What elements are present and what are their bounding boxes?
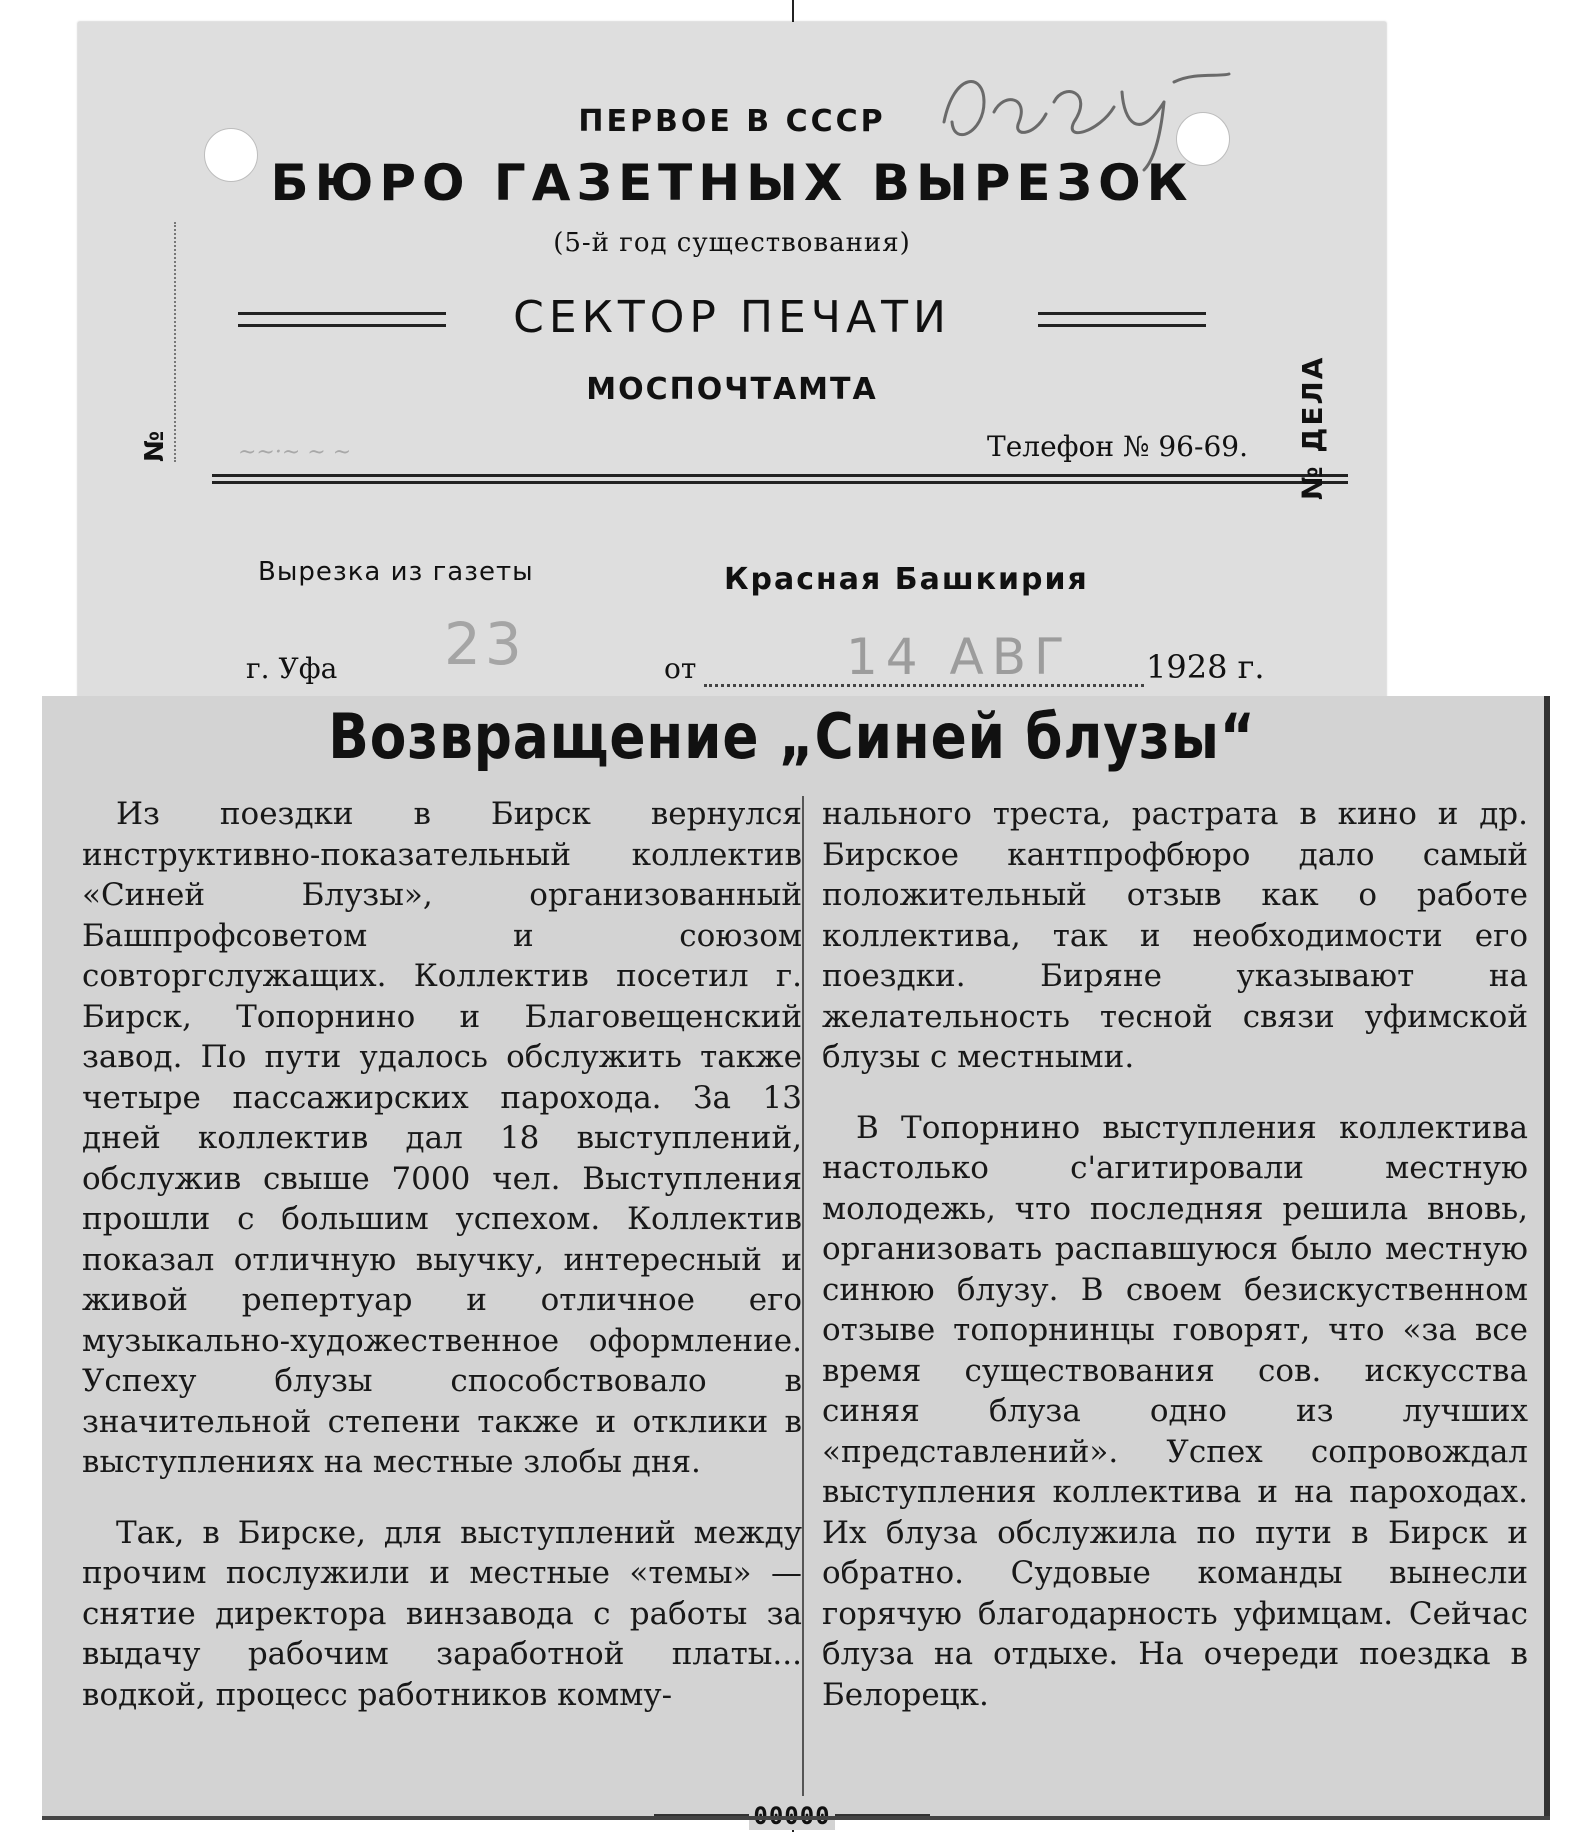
date-dotted-line — [704, 684, 1144, 687]
scan-fold-line — [792, 0, 794, 24]
phone-number: Телефон № 96-69. — [987, 430, 1248, 463]
year-of-existence: (5-й год существования) — [553, 228, 911, 258]
column-divider — [802, 796, 804, 1796]
left-paragraph-2: Так, в Бирске, для выступлений между прочим послужили и местные «темы» — снятие директора винзавода с работы за выдачу рабочим заработной платы... водкой, процесс работников комму- — [82, 1514, 802, 1713]
city: г. Уфа — [246, 652, 338, 685]
phone-rule — [212, 474, 1348, 484]
right-paragraph-2: В Топорнино выступления коллектива настолько с'агитировали местную молодежь, что последняя решила вновь, организовать распавшуюся было местную синюю блузу. В своем безискуственном отзыве топорнинцы говорят, что «за все время существования сов. искусства синяя блуза одно из лучших «представлений». Успех сопровождал выступления коллектива и на пароходах. Их блуза обслужила по пути в Бирск и обратно. Судовые команды вынесли горячую благодарность уфимцам. Сейчас блуза на отдыхе. На очереди поездка в Белорецк. — [822, 1109, 1528, 1713]
right-paragraph-1: нального треста, растрата в кино и др. Бирское кантпрофбюро дало самый положительный отзыв как о работе коллектива, так и необходимости его поездки. Бирянe указывают на желательность тесной связи уфимской блузы с местными. — [822, 796, 1528, 1075]
article-headline: Возвращение „Синей блузы“ — [328, 700, 1256, 773]
sector-rule-right — [1038, 312, 1206, 327]
sector-title: СЕКТОР ПЕЧАТИ — [513, 292, 951, 343]
number-dotted-line — [174, 222, 176, 462]
clipping-edge-right — [1544, 696, 1550, 1820]
stamp-date: 14 АВГ — [846, 628, 1073, 686]
newspaper-name: Красная Башкирия — [724, 562, 1089, 597]
clipping-year: 1928 г. — [1146, 648, 1265, 686]
article-column-left — [82, 794, 802, 1804]
article-column-right — [822, 794, 1528, 1804]
case-number-label: № ДЕЛА — [1296, 355, 1329, 500]
faded-print: ~~·~ ~ ~ — [238, 440, 352, 465]
newspaper-clipping — [42, 696, 1550, 1820]
clipping-edge-bottom — [42, 1816, 1550, 1820]
mospochtamt-title: МОСПОЧТАМТА — [586, 372, 878, 407]
stamp-number: 23 — [444, 610, 526, 678]
bureau-letterhead-card — [78, 22, 1386, 712]
clipping-from-label: Вырезка из газеты — [258, 557, 534, 587]
first-in-ussr: ПЕРВОЕ В СССР — [578, 104, 886, 139]
number-label: № — [140, 430, 170, 462]
bureau-title: БЮРО ГАЗЕТНЫХ ВЫРЕЗОК — [270, 154, 1194, 212]
from-label: от — [664, 652, 697, 685]
left-paragraph-1: Из поездки в Бирск вернулся инструктивно-показательный коллектив «Синей Блузы», организованный Башпрофсоветом и союзом совторгслужащих. Коллектив посетил г. Бирск, Топорнино и Благовещенский завод. По пути удалось обслужить также четыре пассажирских парохода. За 13 дней коллектив дал 18 выступлений, обслужив свыше 7000 чел. Выступления прошли с большим успехом. Коллектив показал отличную выучку, интересный и живой репертуар и отличное его музыкально-художественное оформление. Успеху блузы способствовало в значительной степени также и отклики в выступлениях на местные злобы дня. — [82, 796, 802, 1480]
